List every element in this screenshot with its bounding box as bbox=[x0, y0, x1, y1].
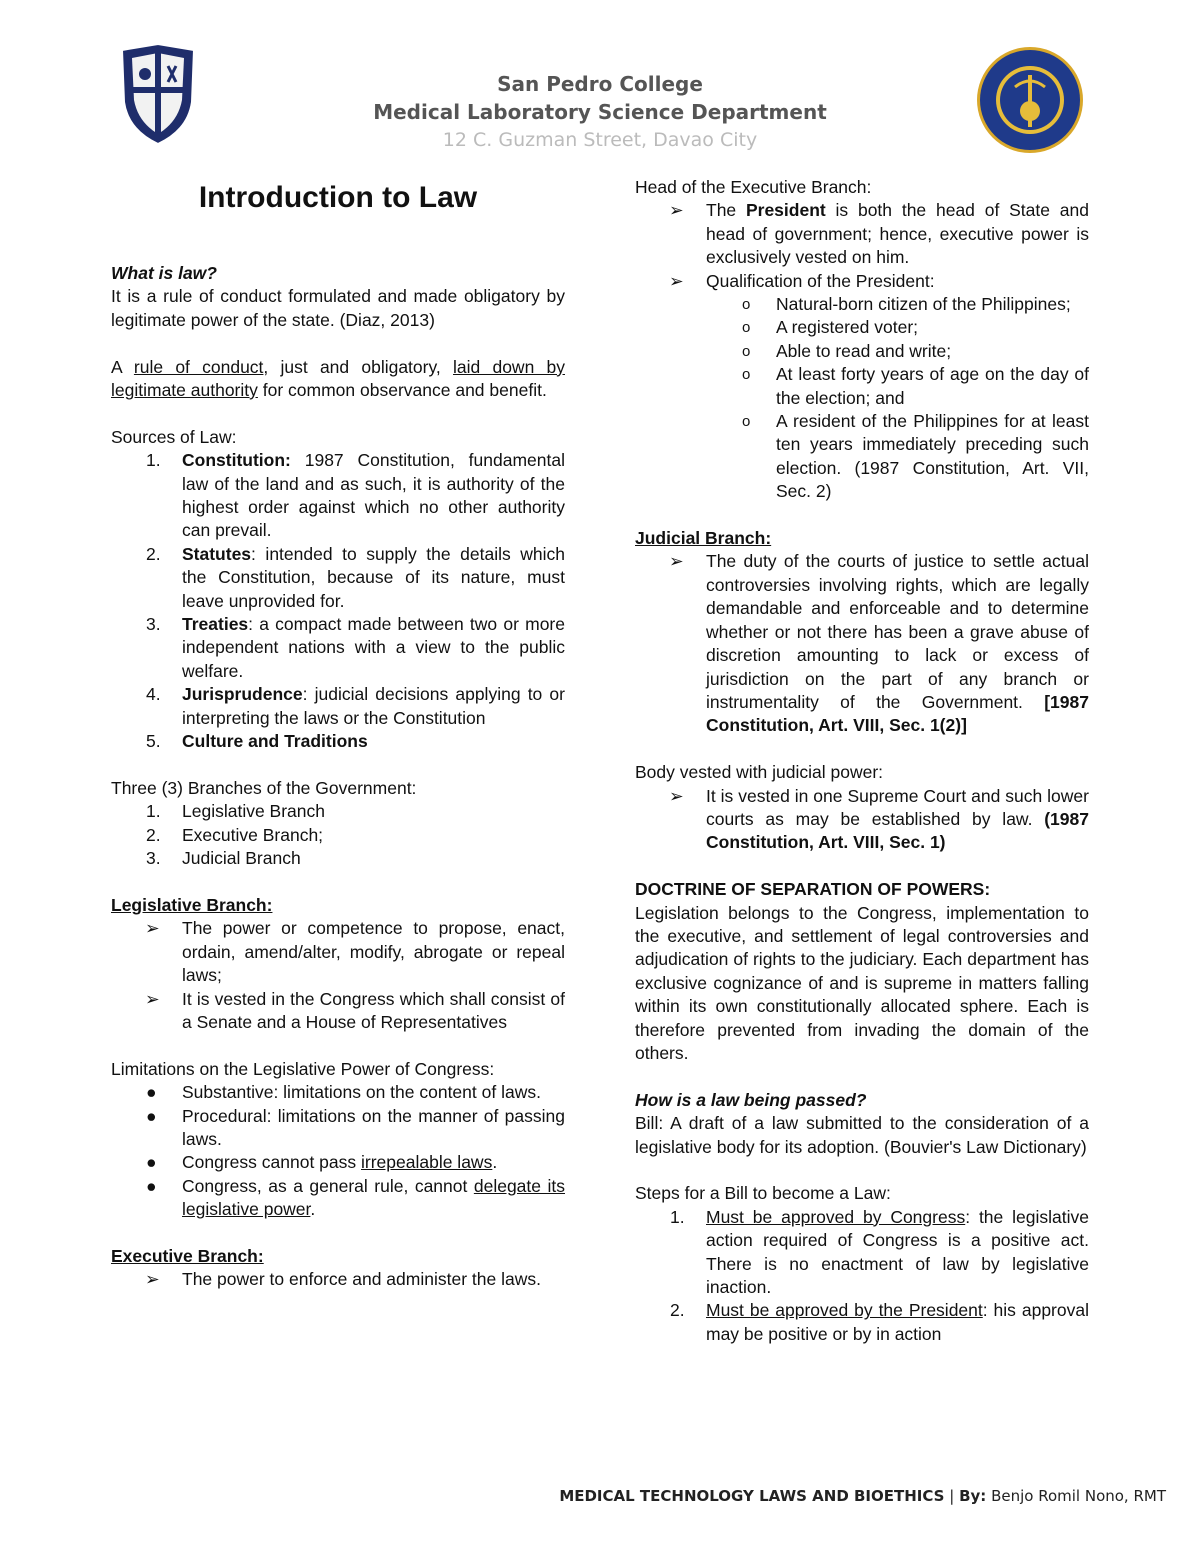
doctrine-heading: DOCTRINE OF SEPARATION OF POWERS: bbox=[635, 879, 991, 900]
right-column bbox=[635, 176, 1089, 1346]
left-column bbox=[111, 176, 565, 1292]
list-item: 4. Jurisprudence: judicial decisions applying to or interpreting the laws or the Constitution bbox=[146, 684, 565, 728]
law-definition: It is a rule of conduct formulated and made obligatory by legitimate power of the state. (Diaz, 2013) bbox=[111, 286, 565, 330]
legislative-branch-heading: Legislative Branch: bbox=[111, 894, 273, 915]
executive-list bbox=[111, 1268, 565, 1291]
department-name: Medical Laboratory Science Department bbox=[373, 100, 827, 124]
qualifications-list bbox=[635, 293, 1089, 504]
list-item: ➢ The power or competence to propose, enact, ordain, amend/alter, modify, abrogate or repeal laws; bbox=[145, 918, 565, 986]
list-item: 3. Treaties: a compact made between two or more independent nations with a view to the public welfare. bbox=[146, 614, 565, 681]
steps-heading: Steps for a Bill to become a Law: bbox=[635, 1183, 891, 1204]
doctrine-text: Legislation belongs to the Congress, implementation to the executive, and settlement of legal controversies and adjudication of rights to the judiciary. Each department has exclusive cognizance of and is supreme in matters falling within its own constitutionally allocated sphere. Each is therefore prevented from invading the domain of the others. bbox=[635, 902, 1089, 1063]
sources-heading: Sources of Law: bbox=[111, 426, 237, 447]
arrow-bullet-icon: ➢ bbox=[669, 200, 684, 221]
arrow-bullet-icon: ➢ bbox=[145, 1269, 160, 1290]
bullet-icon: ● bbox=[146, 1152, 157, 1173]
list-item: 2. Statutes: intended to supply the details which the Constitution, because of its nature, must leave unprovided for. bbox=[146, 543, 565, 611]
list-item: ➢ The President is both the head of State and head of government; hence, executive power is exclusively vested on him. bbox=[669, 200, 1089, 268]
list-item: 1. Legislative Branch bbox=[146, 801, 325, 822]
list-item: ➢ It is vested in the Congress which shall consist of a Senate and a House of Representatives bbox=[145, 988, 565, 1032]
bullet-icon: ● bbox=[146, 1082, 157, 1103]
limitations-list bbox=[111, 1081, 565, 1221]
arrow-bullet-icon: ➢ bbox=[669, 270, 684, 291]
circle-bullet-icon: o bbox=[742, 366, 751, 384]
document-title: Introduction to Law bbox=[198, 181, 478, 214]
list-item: ➢ It is vested in one Supreme Court and such lower courts as may be established by law. (1987 Constitution, Art. VIII, Sec. 1) bbox=[669, 785, 1089, 853]
executive-branch-heading: Executive Branch: bbox=[111, 1245, 264, 1266]
college-name: San Pedro College bbox=[497, 72, 703, 96]
arrow-bullet-icon: ➢ bbox=[145, 988, 160, 1009]
letterhead bbox=[0, 70, 1200, 154]
list-item: 5. Culture and Traditions bbox=[146, 731, 368, 752]
branches-heading: Three (3) Branches of the Government: bbox=[111, 777, 417, 798]
circle-bullet-icon: o bbox=[742, 413, 751, 431]
list-item: 1. Must be approved by Congress: the legislative action required of Congress is a positive act. There is no enactment of law by legislative inaction. bbox=[670, 1206, 1089, 1298]
list-item: o A resident of the Philippines for at least ten years immediately preceding such election. (1987 Constitution, Art. VII, Sec. 2) bbox=[742, 411, 1089, 502]
arrow-bullet-icon: ➢ bbox=[669, 551, 684, 572]
list-item: o At least forty years of age on the day of the election; and bbox=[742, 364, 1089, 408]
circle-bullet-icon: o bbox=[742, 296, 751, 314]
sources-list bbox=[111, 449, 565, 753]
law-definition-2: A rule of conduct, just and obligatory, laid down by legitimate authority for common observance and benefit. bbox=[111, 356, 565, 401]
circle-bullet-icon: o bbox=[742, 342, 751, 360]
steps-list bbox=[635, 1206, 1089, 1346]
what-is-law-heading: What is law? bbox=[111, 263, 217, 283]
legislative-list bbox=[111, 917, 565, 1034]
bullet-icon: ● bbox=[146, 1175, 157, 1196]
list-item: 3. Judicial Branch bbox=[146, 848, 301, 869]
list-item: ● Congress, as a general rule, cannot delegate its legislative power. bbox=[146, 1175, 565, 1220]
judicial-list bbox=[635, 550, 1089, 737]
list-item: ● Procedural: limitations on the manner of passing laws. bbox=[146, 1105, 565, 1149]
judicial-power-heading: Body vested with judicial power: bbox=[635, 762, 884, 783]
law-passing-heading: How is a law being passed? bbox=[635, 1089, 867, 1110]
list-item: ● Congress cannot pass irrepealable laws. bbox=[111, 1151, 565, 1174]
list-item: ➢ The duty of the courts of justice to settle actual controversies involving rights, which are legally demandable and enforceable and to determine whether or not there has been a grave abuse of discretion amounting to lack or excess of jurisdiction on the part of any branch or instrumentality of the Government. [1987 Constitution, Art. VIII, Sec. 1(2)] bbox=[669, 551, 1089, 736]
list-item: 1. Constitution: 1987 Constitution, fundamental law of the land and as such, it is authority of the highest order against which no other authority can prevail. bbox=[146, 450, 565, 541]
head-executive-heading: Head of the Executive Branch: bbox=[635, 177, 872, 197]
page-footer: MEDICAL TECHNOLOGY LAWS AND BIOETHICS | By: Benjo Romil Nono, RMT bbox=[559, 1487, 1166, 1505]
executive-head-list bbox=[635, 199, 1089, 293]
list-item: o Able to read and write; bbox=[635, 340, 1089, 363]
list-item: o Natural-born citizen of the Philippines; bbox=[635, 293, 1089, 316]
arrow-bullet-icon: ➢ bbox=[669, 785, 684, 806]
list-item: o A registered voter; bbox=[635, 316, 1089, 339]
judicial-power-list bbox=[635, 785, 1089, 855]
bullet-icon: ● bbox=[146, 1105, 157, 1126]
address: 12 C. Guzman Street, Davao City bbox=[442, 129, 758, 151]
limitations-heading: Limitations on the Legislative Power of Congress: bbox=[111, 1058, 495, 1079]
list-item: 2. Executive Branch; bbox=[146, 824, 324, 845]
list-item: 2. Must be approved by the President: his approval may be positive or by in action bbox=[670, 1300, 1089, 1344]
circle-bullet-icon: o bbox=[742, 319, 751, 337]
list-item: ● Substantive: limitations on the content of laws. bbox=[111, 1081, 565, 1104]
judicial-branch-heading: Judicial Branch: bbox=[635, 528, 772, 549]
branches-list bbox=[111, 800, 565, 870]
bill-definition: Bill: A draft of a law submitted to the consideration of a legislative body for its adoption. (Bouvier's Law Dictionary) bbox=[635, 1113, 1089, 1157]
list-item: ➢ The power to enforce and administer the laws. bbox=[111, 1268, 565, 1291]
arrow-bullet-icon: ➢ bbox=[145, 918, 160, 939]
list-item: ➢ Qualification of the President: bbox=[635, 270, 1089, 293]
